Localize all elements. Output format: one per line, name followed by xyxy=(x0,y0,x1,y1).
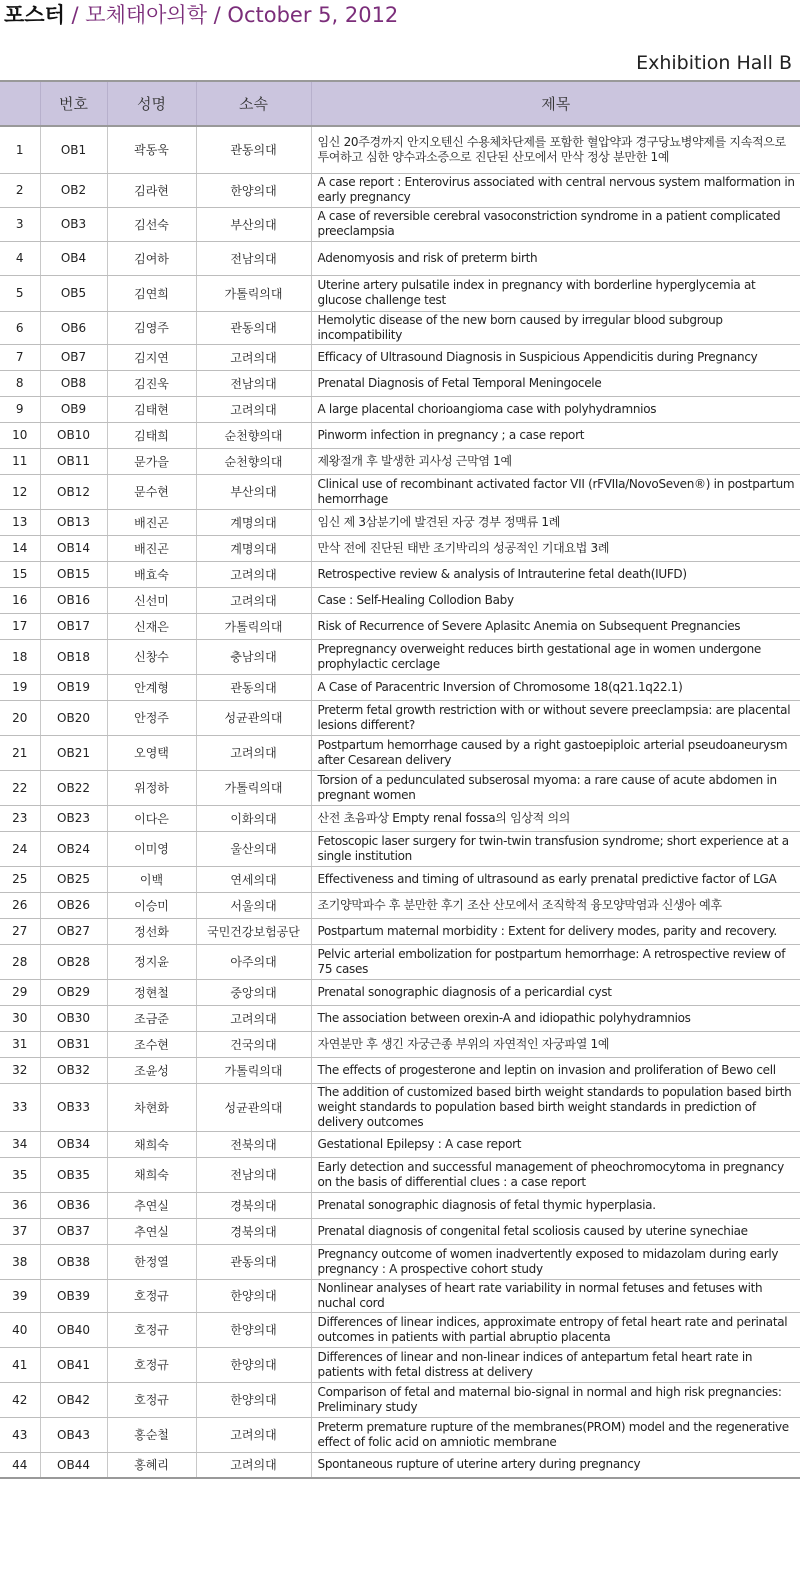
table-row xyxy=(0,311,800,344)
row-index: 29 xyxy=(0,979,40,1005)
row-index: 24 xyxy=(0,831,40,866)
row-name: 위정하 xyxy=(107,770,196,805)
row-number: OB2 xyxy=(40,173,107,207)
table-row xyxy=(0,831,800,866)
table-row xyxy=(0,1279,800,1312)
row-index: 42 xyxy=(0,1382,40,1417)
row-title: The addition of customized based birth weight standards to population based birth weight standards to population based birth weight standards in prediction of delivery outcomes xyxy=(311,1083,800,1131)
poster-table xyxy=(0,80,800,1479)
row-affiliation: 전북의대 xyxy=(196,1131,311,1157)
hall-label: Exhibition Hall B xyxy=(636,52,792,74)
table-row xyxy=(0,1452,800,1478)
title-category: 포스터 xyxy=(4,3,65,27)
row-affiliation: 고려의대 xyxy=(196,344,311,370)
row-title: A case of reversible cerebral vasoconstriction syndrome in a patient complicated preeclampsia xyxy=(311,207,800,241)
hall-row xyxy=(0,44,800,80)
row-title: Prepregnancy overweight reduces birth gestational age in women undergone prophylactic cerclage xyxy=(311,639,800,674)
row-name: 이다은 xyxy=(107,805,196,831)
row-affiliation: 관동의대 xyxy=(196,1244,311,1279)
header-name: 성명 xyxy=(107,81,196,126)
row-number: OB28 xyxy=(40,944,107,979)
row-name: 김연희 xyxy=(107,275,196,311)
row-name: 정지윤 xyxy=(107,944,196,979)
row-name: 문가을 xyxy=(107,448,196,474)
row-number: OB21 xyxy=(40,735,107,770)
row-index: 9 xyxy=(0,396,40,422)
row-title: Prenatal diagnosis of congenital fetal scoliosis caused by uterine synechiae xyxy=(311,1218,800,1244)
row-affiliation: 고려의대 xyxy=(196,1417,311,1452)
table-row xyxy=(0,241,800,275)
row-number: OB33 xyxy=(40,1083,107,1131)
row-index: 33 xyxy=(0,1083,40,1131)
row-index: 14 xyxy=(0,535,40,561)
row-number: OB40 xyxy=(40,1312,107,1347)
row-affiliation: 고려의대 xyxy=(196,735,311,770)
table-row xyxy=(0,126,800,173)
table-row xyxy=(0,561,800,587)
row-affiliation: 순천향의대 xyxy=(196,448,311,474)
row-affiliation: 관동의대 xyxy=(196,126,311,173)
row-name: 정현철 xyxy=(107,979,196,1005)
table-row xyxy=(0,1382,800,1417)
row-affiliation: 고려의대 xyxy=(196,396,311,422)
row-title: Adenomyosis and risk of preterm birth xyxy=(311,241,800,275)
table-row xyxy=(0,866,800,892)
row-name: 한정열 xyxy=(107,1244,196,1279)
row-index: 30 xyxy=(0,1005,40,1031)
table-row xyxy=(0,700,800,735)
row-name: 김진욱 xyxy=(107,370,196,396)
row-affiliation: 전남의대 xyxy=(196,1157,311,1192)
row-index: 4 xyxy=(0,241,40,275)
row-number: OB34 xyxy=(40,1131,107,1157)
row-number: OB22 xyxy=(40,770,107,805)
row-index: 8 xyxy=(0,370,40,396)
row-number: OB43 xyxy=(40,1417,107,1452)
row-name: 홍혜리 xyxy=(107,1452,196,1478)
row-number: OB30 xyxy=(40,1005,107,1031)
row-name: 차현화 xyxy=(107,1083,196,1131)
row-title: 제왕절개 후 발생한 괴사성 근막염 1예 xyxy=(311,448,800,474)
table-row xyxy=(0,944,800,979)
row-index: 28 xyxy=(0,944,40,979)
table-row xyxy=(0,535,800,561)
row-affiliation: 관동의대 xyxy=(196,674,311,700)
row-name: 배진곤 xyxy=(107,535,196,561)
row-name: 추연실 xyxy=(107,1218,196,1244)
row-number: OB5 xyxy=(40,275,107,311)
row-name: 곽동욱 xyxy=(107,126,196,173)
row-name: 조금준 xyxy=(107,1005,196,1031)
row-affiliation: 한양의대 xyxy=(196,173,311,207)
row-affiliation: 전남의대 xyxy=(196,241,311,275)
row-number: OB44 xyxy=(40,1452,107,1478)
row-title: The effects of progesterone and leptin on invasion and proliferation of Bewo cell xyxy=(311,1057,800,1083)
row-index: 43 xyxy=(0,1417,40,1452)
row-title: The association between orexin-A and idiopathic polyhydramnios xyxy=(311,1005,800,1031)
row-name: 김여하 xyxy=(107,241,196,275)
table-row xyxy=(0,613,800,639)
row-number: OB16 xyxy=(40,587,107,613)
row-title: Effectiveness and timing of ultrasound as early prenatal predictive factor of LGA xyxy=(311,866,800,892)
row-title: Gestational Epilepsy : A case report xyxy=(311,1131,800,1157)
row-index: 6 xyxy=(0,311,40,344)
row-title: 자연분만 후 생긴 자궁근종 부위의 자연적인 자궁파열 1예 xyxy=(311,1031,800,1057)
table-row xyxy=(0,422,800,448)
row-name: 채희숙 xyxy=(107,1157,196,1192)
row-title: Risk of Recurrence of Severe Aplasitc Anemia on Subsequent Pregnancies xyxy=(311,613,800,639)
row-affiliation: 고려의대 xyxy=(196,1005,311,1031)
table-row xyxy=(0,173,800,207)
row-affiliation: 한양의대 xyxy=(196,1279,311,1312)
row-number: OB9 xyxy=(40,396,107,422)
row-affiliation: 부산의대 xyxy=(196,474,311,509)
row-affiliation: 순천향의대 xyxy=(196,422,311,448)
row-title: Prenatal sonographic diagnosis of a pericardial cyst xyxy=(311,979,800,1005)
row-index: 36 xyxy=(0,1192,40,1218)
table-row xyxy=(0,207,800,241)
row-index: 34 xyxy=(0,1131,40,1157)
row-title: Fetoscopic laser surgery for twin-twin transfusion syndrome; short experience at a single institution xyxy=(311,831,800,866)
row-title: Efficacy of Ultrasound Diagnosis in Suspicious Appendicitis during Pregnancy xyxy=(311,344,800,370)
row-name: 김영주 xyxy=(107,311,196,344)
row-number: OB13 xyxy=(40,509,107,535)
row-number: OB7 xyxy=(40,344,107,370)
row-number: OB32 xyxy=(40,1057,107,1083)
row-name: 채희숙 xyxy=(107,1131,196,1157)
row-affiliation: 관동의대 xyxy=(196,311,311,344)
row-index: 38 xyxy=(0,1244,40,1279)
row-index: 16 xyxy=(0,587,40,613)
row-index: 11 xyxy=(0,448,40,474)
table-row xyxy=(0,344,800,370)
row-index: 22 xyxy=(0,770,40,805)
row-name: 조수현 xyxy=(107,1031,196,1057)
row-name: 호정규 xyxy=(107,1312,196,1347)
row-number: OB38 xyxy=(40,1244,107,1279)
row-title: Differences of linear and non-linear indices of antepartum fetal heart rate in patients with fetal distress at delivery xyxy=(311,1347,800,1382)
row-name: 신선미 xyxy=(107,587,196,613)
row-affiliation: 성균관의대 xyxy=(196,1083,311,1131)
table-row xyxy=(0,1031,800,1057)
header-index xyxy=(0,81,40,126)
row-affiliation: 가톨릭의대 xyxy=(196,613,311,639)
row-name: 김태현 xyxy=(107,396,196,422)
row-name: 이백 xyxy=(107,866,196,892)
row-name: 김태희 xyxy=(107,422,196,448)
row-number: OB36 xyxy=(40,1192,107,1218)
row-affiliation: 아주의대 xyxy=(196,944,311,979)
row-index: 13 xyxy=(0,509,40,535)
row-name: 김지연 xyxy=(107,344,196,370)
row-affiliation: 중앙의대 xyxy=(196,979,311,1005)
row-title: 임신 제 3삼분기에 발견된 자궁 경부 정맥류 1례 xyxy=(311,509,800,535)
row-title: Postpartum maternal morbidity : Extent for delivery modes, parity and recovery. xyxy=(311,918,800,944)
row-index: 40 xyxy=(0,1312,40,1347)
row-index: 32 xyxy=(0,1057,40,1083)
row-number: OB41 xyxy=(40,1347,107,1382)
row-affiliation: 부산의대 xyxy=(196,207,311,241)
table-row xyxy=(0,639,800,674)
table-row xyxy=(0,1347,800,1382)
table-row xyxy=(0,370,800,396)
row-number: OB27 xyxy=(40,918,107,944)
row-number: OB3 xyxy=(40,207,107,241)
row-number: OB12 xyxy=(40,474,107,509)
row-affiliation: 경북의대 xyxy=(196,1192,311,1218)
row-name: 신재은 xyxy=(107,613,196,639)
row-name: 배효숙 xyxy=(107,561,196,587)
row-affiliation: 이화의대 xyxy=(196,805,311,831)
row-index: 25 xyxy=(0,866,40,892)
row-affiliation: 국민건강보험공단 xyxy=(196,918,311,944)
row-index: 12 xyxy=(0,474,40,509)
table-row xyxy=(0,979,800,1005)
row-name: 정선화 xyxy=(107,918,196,944)
table-header-row xyxy=(0,81,800,126)
row-affiliation: 연세의대 xyxy=(196,866,311,892)
row-index: 17 xyxy=(0,613,40,639)
row-number: OB11 xyxy=(40,448,107,474)
row-name: 홍순철 xyxy=(107,1417,196,1452)
row-name: 배진곤 xyxy=(107,509,196,535)
row-index: 20 xyxy=(0,700,40,735)
header-title: 제목 xyxy=(311,81,800,126)
row-number: OB29 xyxy=(40,979,107,1005)
row-affiliation: 계명의대 xyxy=(196,535,311,561)
row-index: 39 xyxy=(0,1279,40,1312)
row-affiliation: 고려의대 xyxy=(196,587,311,613)
row-affiliation: 계명의대 xyxy=(196,509,311,535)
table-row xyxy=(0,1218,800,1244)
row-index: 18 xyxy=(0,639,40,674)
row-title: Early detection and successful management of pheochromocytoma in pregnancy on the basis of differential clues : a case report xyxy=(311,1157,800,1192)
row-name: 안정주 xyxy=(107,700,196,735)
row-number: OB24 xyxy=(40,831,107,866)
row-affiliation: 한양의대 xyxy=(196,1312,311,1347)
row-index: 41 xyxy=(0,1347,40,1382)
row-name: 문수현 xyxy=(107,474,196,509)
table-row xyxy=(0,1417,800,1452)
row-title: Pregnancy outcome of women inadvertently exposed to midazolam during early pregnancy : A prospective cohort study xyxy=(311,1244,800,1279)
row-name: 김선숙 xyxy=(107,207,196,241)
row-title: 산전 초음파상 Empty renal fossa의 임상적 의의 xyxy=(311,805,800,831)
table-row xyxy=(0,1005,800,1031)
row-title: 조기양막파수 후 분만한 후기 조산 산모에서 조직학적 융모양막염과 신생아 예후 xyxy=(311,892,800,918)
row-index: 27 xyxy=(0,918,40,944)
row-number: OB31 xyxy=(40,1031,107,1057)
table-row xyxy=(0,396,800,422)
row-title: Differences of linear indices, approximate entropy of fetal heart rate and perinatal outcomes in patients with partial abruptio placenta xyxy=(311,1312,800,1347)
row-number: OB18 xyxy=(40,639,107,674)
row-title: Postpartum hemorrhage caused by a right gastoepiploic arterial pseudoaneurysm after Cesarean delivery xyxy=(311,735,800,770)
table-row xyxy=(0,770,800,805)
row-index: 21 xyxy=(0,735,40,770)
row-name: 김라현 xyxy=(107,173,196,207)
row-number: OB4 xyxy=(40,241,107,275)
row-name: 조윤성 xyxy=(107,1057,196,1083)
row-title: 임신 20주경까지 안지오텐신 수용체차단제를 포함한 혈압약과 경구당뇨병약제를 지속적으로 투여하고 심한 양수과소증으로 진단된 산모에서 만삭 정상 분만한 1예 xyxy=(311,126,800,173)
row-number: OB1 xyxy=(40,126,107,173)
table-row xyxy=(0,1192,800,1218)
row-number: OB19 xyxy=(40,674,107,700)
table-row xyxy=(0,587,800,613)
row-index: 5 xyxy=(0,275,40,311)
row-number: OB35 xyxy=(40,1157,107,1192)
row-number: OB26 xyxy=(40,892,107,918)
row-number: OB25 xyxy=(40,866,107,892)
row-index: 35 xyxy=(0,1157,40,1192)
row-title: Hemolytic disease of the new born caused by irregular blood subgroup incompatibility xyxy=(311,311,800,344)
row-title: Comparison of fetal and maternal bio-signal in normal and high risk pregnancies: Preliminary study xyxy=(311,1382,800,1417)
row-name: 추연실 xyxy=(107,1192,196,1218)
row-index: 26 xyxy=(0,892,40,918)
row-affiliation: 고려의대 xyxy=(196,561,311,587)
header-affiliation: 소속 xyxy=(196,81,311,126)
row-name: 호정규 xyxy=(107,1279,196,1312)
row-index: 15 xyxy=(0,561,40,587)
row-title: Pinworm infection in pregnancy ; a case report xyxy=(311,422,800,448)
table-row xyxy=(0,448,800,474)
row-title: A Case of Paracentric Inversion of Chromosome 18(q21.1q22.1) xyxy=(311,674,800,700)
page-title xyxy=(4,2,398,28)
row-affiliation: 전남의대 xyxy=(196,370,311,396)
row-index: 19 xyxy=(0,674,40,700)
row-number: OB37 xyxy=(40,1218,107,1244)
row-affiliation: 한양의대 xyxy=(196,1382,311,1417)
page-header xyxy=(0,0,800,44)
row-affiliation: 가톨릭의대 xyxy=(196,275,311,311)
row-title: Uterine artery pulsatile index in pregnancy with borderline hyperglycemia at glucose challenge test xyxy=(311,275,800,311)
row-affiliation: 충남의대 xyxy=(196,639,311,674)
row-index: 3 xyxy=(0,207,40,241)
row-number: OB17 xyxy=(40,613,107,639)
header-number: 번호 xyxy=(40,81,107,126)
table-row xyxy=(0,1157,800,1192)
table-row xyxy=(0,1312,800,1347)
row-index: 7 xyxy=(0,344,40,370)
row-title: Preterm premature rupture of the membranes(PROM) model and the regenerative effect of folic acid on amniotic membrane xyxy=(311,1417,800,1452)
row-title: Preterm fetal growth restriction with or without severe preeclampsia: are placental lesions different? xyxy=(311,700,800,735)
row-number: OB15 xyxy=(40,561,107,587)
row-title: Torsion of a pedunculated subserosal myoma: a rare cause of acute abdomen in pregnant women xyxy=(311,770,800,805)
row-number: OB10 xyxy=(40,422,107,448)
row-index: 31 xyxy=(0,1031,40,1057)
table-row xyxy=(0,674,800,700)
row-name: 이미영 xyxy=(107,831,196,866)
row-name: 신창수 xyxy=(107,639,196,674)
row-name: 오영택 xyxy=(107,735,196,770)
table-row xyxy=(0,474,800,509)
table-row xyxy=(0,1057,800,1083)
row-name: 안계형 xyxy=(107,674,196,700)
row-number: OB23 xyxy=(40,805,107,831)
row-title: 만삭 전에 진단된 태반 조기박리의 성공적인 기대요법 3례 xyxy=(311,535,800,561)
table-row xyxy=(0,918,800,944)
table-row xyxy=(0,1131,800,1157)
row-affiliation: 건국의대 xyxy=(196,1031,311,1057)
row-affiliation: 성균관의대 xyxy=(196,700,311,735)
row-title: Nonlinear analyses of heart rate variability in normal fetuses and fetuses with nuchal cord xyxy=(311,1279,800,1312)
row-title: Prenatal sonographic diagnosis of fetal thymic hyperplasia. xyxy=(311,1192,800,1218)
table-row xyxy=(0,805,800,831)
row-index: 10 xyxy=(0,422,40,448)
table-row xyxy=(0,892,800,918)
title-session: / 모체태아의학 / October 5, 2012 xyxy=(64,3,399,27)
row-affiliation: 울산의대 xyxy=(196,831,311,866)
table-row xyxy=(0,1244,800,1279)
row-title: Prenatal Diagnosis of Fetal Temporal Meningocele xyxy=(311,370,800,396)
row-affiliation: 한양의대 xyxy=(196,1347,311,1382)
row-index: 44 xyxy=(0,1452,40,1478)
table-row xyxy=(0,509,800,535)
row-affiliation: 고려의대 xyxy=(196,1452,311,1478)
row-index: 2 xyxy=(0,173,40,207)
row-number: OB8 xyxy=(40,370,107,396)
row-title: A large placental chorioangioma case with polyhydramnios xyxy=(311,396,800,422)
row-title: Pelvic arterial embolization for postpartum hemorrhage: A retrospective review of 75 cases xyxy=(311,944,800,979)
row-index: 1 xyxy=(0,126,40,173)
row-title: Case : Self-Healing Collodion Baby xyxy=(311,587,800,613)
row-title: Clinical use of recombinant activated factor VII (rFVIIa/NovoSeven®) in postpartum hemorrhage xyxy=(311,474,800,509)
table-row xyxy=(0,275,800,311)
row-affiliation: 서울의대 xyxy=(196,892,311,918)
row-index: 23 xyxy=(0,805,40,831)
row-affiliation: 가톨릭의대 xyxy=(196,1057,311,1083)
row-affiliation: 가톨릭의대 xyxy=(196,770,311,805)
row-name: 이승미 xyxy=(107,892,196,918)
row-number: OB20 xyxy=(40,700,107,735)
row-title: Retrospective review & analysis of Intrauterine fetal death(IUFD) xyxy=(311,561,800,587)
row-index: 37 xyxy=(0,1218,40,1244)
table-row xyxy=(0,735,800,770)
row-affiliation: 경북의대 xyxy=(196,1218,311,1244)
row-number: OB6 xyxy=(40,311,107,344)
row-name: 호정규 xyxy=(107,1382,196,1417)
row-number: OB14 xyxy=(40,535,107,561)
row-number: OB39 xyxy=(40,1279,107,1312)
row-title: A case report : Enterovirus associated with central nervous system malformation in early pregnancy xyxy=(311,173,800,207)
row-name: 호정규 xyxy=(107,1347,196,1382)
row-title: Spontaneous rupture of uterine artery during pregnancy xyxy=(311,1452,800,1478)
row-number: OB42 xyxy=(40,1382,107,1417)
table-row xyxy=(0,1083,800,1131)
table-body xyxy=(0,126,800,1478)
